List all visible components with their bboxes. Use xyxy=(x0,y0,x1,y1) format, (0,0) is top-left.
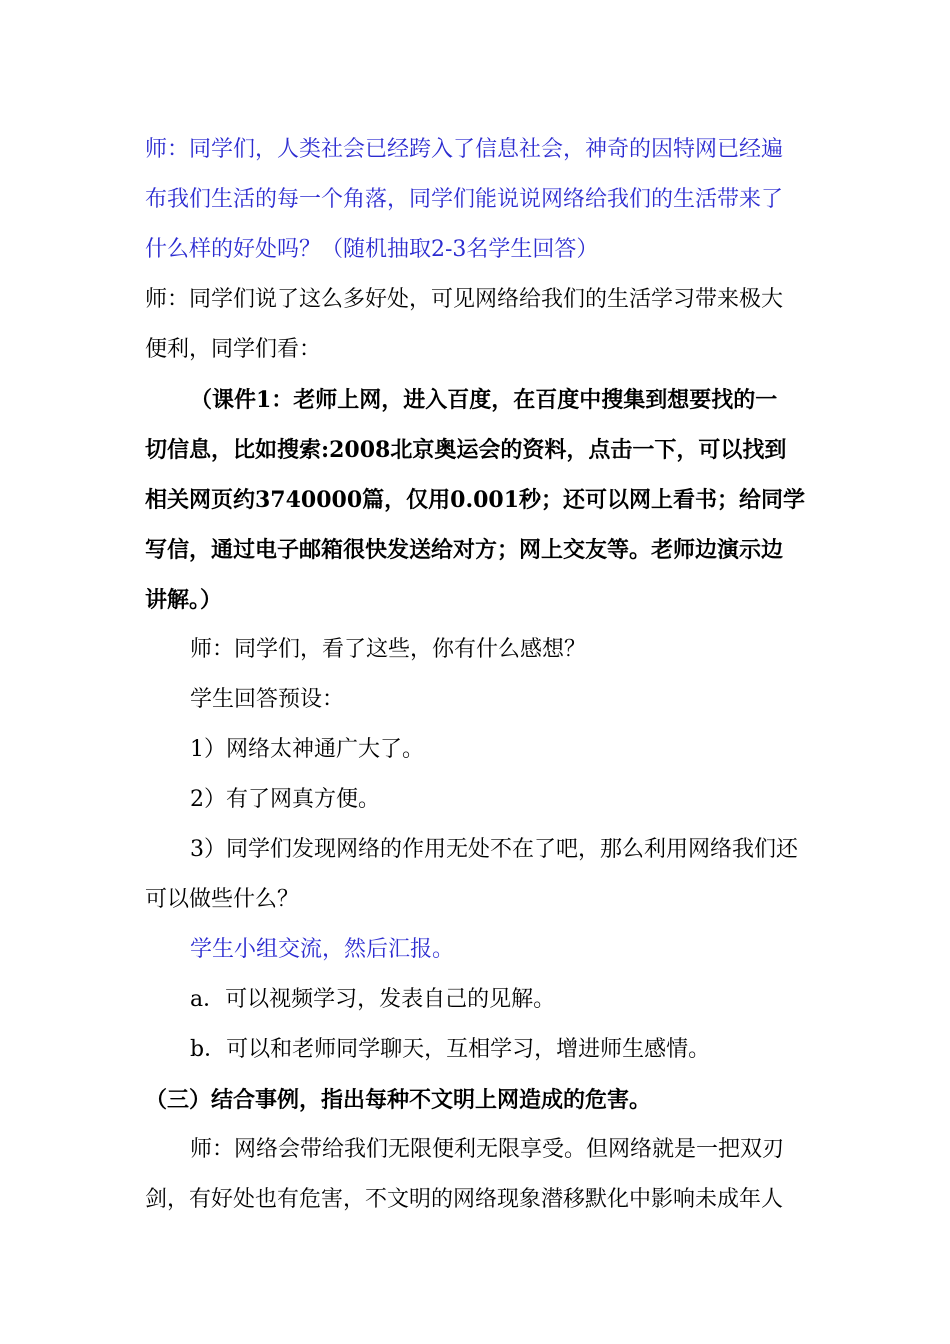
teacher-line-3: 什么样的好处吗？（随机抽取2-3名学生回答） xyxy=(145,237,599,262)
courseware-line-1: （课件1：老师上网，进入百度，在百度中搜集到想要找的一 xyxy=(190,387,778,413)
courseware-line-4: 写信，通过电子邮箱很快发送给对方；网上交友等。老师边演示边 xyxy=(145,537,784,563)
teacher-line-4: 师：同学们说了这么多好处，可见网络给我们的生活学习带来极大 xyxy=(145,287,784,312)
report-item-b: b．可以和老师同学聊天，互相学习，增进师生感情。 xyxy=(190,1037,711,1062)
answer-preset-label: 学生回答预设： xyxy=(190,687,345,712)
teacher-line-2: 布我们生活的每一个角落，同学们能说说网络给我们的生活带来了 xyxy=(145,187,784,212)
answer-item-1: 1）网络太神通广大了。 xyxy=(190,737,424,762)
group-discussion-line: 学生小组交流，然后汇报。 xyxy=(190,937,455,962)
answer-item-2: 2）有了网真方便。 xyxy=(190,787,380,812)
teacher-danger-line-2: 剑，有好处也有危害，不文明的网络现象潜移默化中影响未成年人 xyxy=(145,1187,784,1212)
report-item-a: a．可以视频学习，发表自己的见解。 xyxy=(190,987,556,1012)
courseware-line-5: 讲解。） xyxy=(145,587,223,613)
answer-item-3: 3）同学们发现网络的作用无处不在了吧，那么利用网络我们还 xyxy=(190,837,798,862)
question-line: 师：同学们，看了这些，你有什么感想？ xyxy=(190,637,587,662)
teacher-line-5: 便利，同学们看： xyxy=(145,337,322,362)
answer-item-3-cont: 可以做些什么？ xyxy=(145,887,300,912)
teacher-line-1: 师：同学们，人类社会已经跨入了信息社会，神奇的因特网已经遍 xyxy=(145,137,784,162)
section-heading-3: （三）结合事例，指出每种不文明上网造成的危害。 xyxy=(145,1087,652,1113)
courseware-line-3: 相关网页约3740000篇，仅用0.001秒；还可以网上看书；给同学 xyxy=(145,487,806,513)
courseware-line-2: 切信息，比如搜索:2008北京奥运会的资料，点击一下，可以找到 xyxy=(145,437,787,463)
teacher-danger-line-1: 师：网络会带给我们无限便利无限享受。但网络就是一把双刃 xyxy=(190,1137,785,1162)
